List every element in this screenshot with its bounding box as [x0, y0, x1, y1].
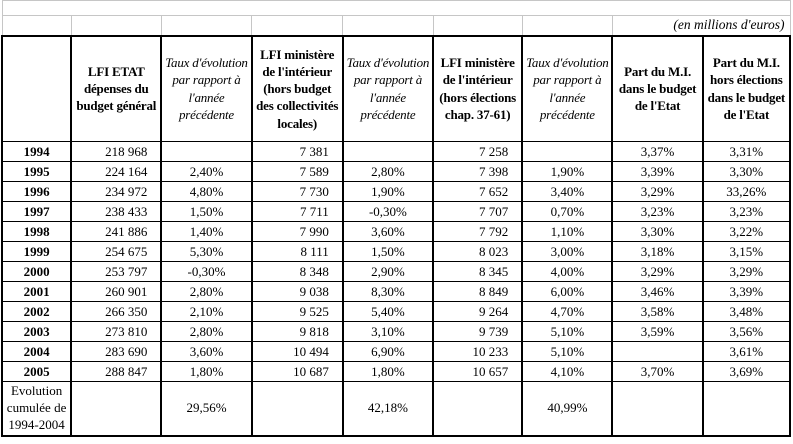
- value-cell: 3,18%: [612, 242, 702, 262]
- value-cell: 3,29%: [612, 182, 702, 202]
- value-cell: 3,60%: [343, 222, 433, 242]
- empty-cell: [522, 16, 612, 36]
- value-cell: 9 038: [252, 282, 343, 302]
- value-cell: 1,80%: [343, 362, 433, 382]
- year-cell: 2000: [2, 262, 71, 282]
- value-cell: 3,60%: [161, 342, 251, 362]
- table-row: [2, 142, 790, 162]
- value-cell: 3,46%: [612, 282, 702, 302]
- value-cell: 2,80%: [161, 322, 251, 342]
- empty-cell: [433, 16, 522, 36]
- value-cell: 3,48%: [703, 302, 790, 322]
- units-note: (en millions d'euros): [612, 16, 790, 36]
- top-spacer-row: [2, 1, 790, 16]
- value-cell: -0,30%: [343, 202, 433, 222]
- value-cell: 273 810: [71, 322, 161, 342]
- value-cell: [433, 382, 522, 436]
- table-row: [2, 182, 790, 202]
- value-cell: 4,80%: [161, 182, 251, 202]
- value-cell: 7 730: [252, 182, 343, 202]
- value-cell: 8 348: [252, 262, 343, 282]
- value-cell: 5,10%: [522, 322, 612, 342]
- table-row: [2, 242, 790, 262]
- table-row: [2, 162, 790, 182]
- value-cell: 1,50%: [161, 202, 251, 222]
- table-row: [2, 222, 790, 242]
- value-cell: 4,70%: [522, 302, 612, 322]
- year-cell: 2004: [2, 342, 71, 362]
- value-cell: 3,29%: [612, 262, 702, 282]
- value-cell: 7 990: [252, 222, 343, 242]
- value-cell: 5,10%: [522, 342, 612, 362]
- value-cell: 9 525: [252, 302, 343, 322]
- year-cell: 1997: [2, 202, 71, 222]
- value-cell: 9 818: [252, 322, 343, 342]
- empty-cell: [2, 16, 71, 36]
- empty-cell: [343, 16, 433, 36]
- value-cell: [522, 142, 612, 162]
- value-cell: 2,40%: [161, 162, 251, 182]
- year-cell: 1996: [2, 182, 71, 202]
- value-cell: 0,70%: [522, 202, 612, 222]
- value-cell: 3,58%: [612, 302, 702, 322]
- table-row: [2, 262, 790, 282]
- year-cell: 1995: [2, 162, 71, 182]
- value-cell: 9 739: [433, 322, 522, 342]
- table-row: [2, 282, 790, 302]
- year-cell: 2002: [2, 302, 71, 322]
- value-cell: 5,40%: [343, 302, 433, 322]
- value-cell: 10 657: [433, 362, 522, 382]
- empty-cell: [71, 16, 161, 36]
- value-cell: 8 023: [433, 242, 522, 262]
- value-cell: 40,99%: [522, 382, 612, 436]
- value-cell: 10 687: [252, 362, 343, 382]
- value-cell: 3,23%: [703, 202, 790, 222]
- value-cell: 10 494: [252, 342, 343, 362]
- col-header-taux-evolution-2: Taux d'évolution par rapport à l'année précédente: [343, 36, 433, 142]
- empty-cell: [161, 16, 251, 36]
- value-cell: 9 264: [433, 302, 522, 322]
- value-cell: 218 968: [71, 142, 161, 162]
- value-cell: 254 675: [71, 242, 161, 262]
- table-row: [2, 322, 790, 342]
- value-cell: 3,39%: [612, 162, 702, 182]
- value-cell: 253 797: [71, 262, 161, 282]
- year-column-header: [2, 36, 71, 142]
- value-cell: 3,00%: [522, 242, 612, 262]
- value-cell: 3,22%: [703, 222, 790, 242]
- table-row: [2, 202, 790, 222]
- value-cell: 266 350: [71, 302, 161, 322]
- year-cell: 1999: [2, 242, 71, 262]
- value-cell: 3,56%: [703, 322, 790, 342]
- value-cell: 6,00%: [522, 282, 612, 302]
- budget-table: [1, 0, 791, 437]
- col-header-lfi-mi-hors-budget: LFI ministère de l'intérieur (hors budget des collectivités locales): [252, 36, 343, 142]
- value-cell: [703, 382, 790, 436]
- value-cell: -0,30%: [161, 262, 251, 282]
- value-cell: 283 690: [71, 342, 161, 362]
- value-cell: [612, 382, 702, 436]
- value-cell: 1,80%: [161, 362, 251, 382]
- year-cell: 1994: [2, 142, 71, 162]
- value-cell: 42,18%: [343, 382, 433, 436]
- value-cell: 224 164: [71, 162, 161, 182]
- spacer-cell: [2, 1, 790, 16]
- value-cell: 3,61%: [703, 342, 790, 362]
- value-cell: 8,30%: [343, 282, 433, 302]
- value-cell: 7 258: [433, 142, 522, 162]
- col-header-taux-evolution-1: Taux d'évolution par rapport à l'année précédente: [161, 36, 251, 142]
- value-cell: 3,37%: [612, 142, 702, 162]
- value-cell: 241 886: [71, 222, 161, 242]
- value-cell: 3,40%: [522, 182, 612, 202]
- value-cell: 8 849: [433, 282, 522, 302]
- value-cell: 33,26%: [703, 182, 790, 202]
- table-row: [2, 342, 790, 362]
- col-header-lfi-mi-hors-elections: LFI ministère de l'intérieur (hors élections chap. 37-61): [433, 36, 522, 142]
- value-cell: 3,39%: [703, 282, 790, 302]
- value-cell: 6,90%: [343, 342, 433, 362]
- value-cell: [71, 382, 161, 436]
- value-cell: 2,90%: [343, 262, 433, 282]
- table-body: [2, 142, 790, 436]
- value-cell: 7 381: [252, 142, 343, 162]
- value-cell: [343, 142, 433, 162]
- value-cell: 288 847: [71, 362, 161, 382]
- year-cell: 2003: [2, 322, 71, 342]
- value-cell: 4,10%: [522, 362, 612, 382]
- table-row: [2, 302, 790, 322]
- value-cell: 5,30%: [161, 242, 251, 262]
- value-cell: 3,29%: [703, 262, 790, 282]
- value-cell: 1,40%: [161, 222, 251, 242]
- value-cell: 3,30%: [612, 222, 702, 242]
- value-cell: 1,90%: [522, 162, 612, 182]
- value-cell: 7 711: [252, 202, 343, 222]
- value-cell: 3,59%: [612, 322, 702, 342]
- year-cell: 1998: [2, 222, 71, 242]
- value-cell: [161, 142, 251, 162]
- value-cell: 260 901: [71, 282, 161, 302]
- value-cell: [252, 382, 343, 436]
- value-cell: 2,80%: [161, 282, 251, 302]
- header-row: [2, 36, 790, 142]
- value-cell: 1,50%: [343, 242, 433, 262]
- col-header-part-mi-hors-elections: Part du M.I. hors élections dans le budget de l'Etat: [703, 36, 790, 142]
- value-cell: 7 652: [433, 182, 522, 202]
- value-cell: 3,30%: [703, 162, 790, 182]
- value-cell: [612, 342, 702, 362]
- value-cell: 4,00%: [522, 262, 612, 282]
- value-cell: 234 972: [71, 182, 161, 202]
- value-cell: 3,70%: [612, 362, 702, 382]
- units-row: [2, 16, 790, 36]
- value-cell: 7 707: [433, 202, 522, 222]
- value-cell: 3,15%: [703, 242, 790, 262]
- value-cell: 10 233: [433, 342, 522, 362]
- value-cell: 1,90%: [343, 182, 433, 202]
- cumulative-evolution-label: Evolution cumulée de 1994-2004: [2, 382, 71, 436]
- value-cell: 3,69%: [703, 362, 790, 382]
- value-cell: 8 345: [433, 262, 522, 282]
- value-cell: 8 111: [252, 242, 343, 262]
- col-header-lfi-etat: LFI ETAT dépenses du budget général: [71, 36, 161, 142]
- value-cell: 2,80%: [343, 162, 433, 182]
- value-cell: 7 589: [252, 162, 343, 182]
- table-row: [2, 362, 790, 382]
- year-cell: 2001: [2, 282, 71, 302]
- value-cell: 3,10%: [343, 322, 433, 342]
- value-cell: 3,31%: [703, 142, 790, 162]
- value-cell: 1,10%: [522, 222, 612, 242]
- value-cell: 7 398: [433, 162, 522, 182]
- cumulative-evolution-row: [2, 382, 790, 436]
- year-cell: 2005: [2, 362, 71, 382]
- col-header-taux-evolution-3: Taux d'évolution par rapport à l'année précédente: [522, 36, 612, 142]
- value-cell: 3,23%: [612, 202, 702, 222]
- value-cell: 238 433: [71, 202, 161, 222]
- value-cell: 7 792: [433, 222, 522, 242]
- empty-cell: [252, 16, 343, 36]
- value-cell: 2,10%: [161, 302, 251, 322]
- col-header-part-mi: Part du M.I. dans le budget de l'Etat: [612, 36, 702, 142]
- value-cell: 29,56%: [161, 382, 251, 436]
